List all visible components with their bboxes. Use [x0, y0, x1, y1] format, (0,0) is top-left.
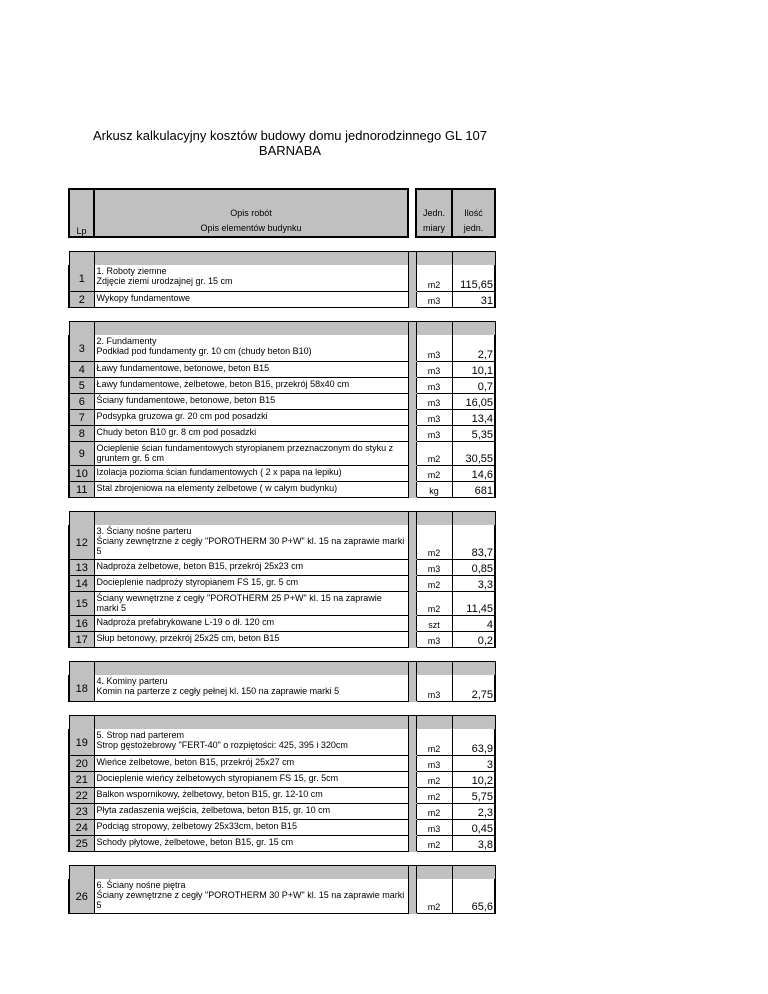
item-lp: 18	[69, 675, 94, 701]
section-spacer	[69, 237, 495, 251]
item-lp: 5	[69, 377, 94, 393]
header-description	[94, 189, 408, 237]
item-gap	[408, 575, 416, 591]
table-row	[69, 377, 495, 393]
table-row	[69, 803, 495, 819]
item-description: Komin na parterze z cegły pełnej kl. 150 na zaprawie marki 5	[96, 686, 340, 696]
header-lp: Lp	[69, 189, 94, 237]
document-title	[60, 128, 520, 158]
table-row	[69, 465, 495, 481]
item-unit: m2	[416, 729, 452, 755]
item-unit: m3	[416, 393, 452, 409]
header-unit-line2: miary	[423, 223, 445, 233]
item-gap	[408, 361, 416, 377]
item-quantity: 0,7	[452, 377, 495, 393]
item-description: Słup betonowy, przekrój 25x25 cm, beton B15	[96, 632, 280, 643]
section-label: 4. Kominy parteru	[96, 676, 168, 686]
section-spacer	[69, 701, 495, 715]
section-spacer	[69, 497, 495, 511]
item-lp: 12	[69, 525, 94, 559]
item-unit: m3	[416, 291, 452, 307]
item-gap	[408, 335, 416, 361]
item-unit: m2	[416, 465, 452, 481]
item-gap	[408, 481, 416, 497]
item-lp: 1	[69, 265, 94, 291]
item-unit: m3	[416, 559, 452, 575]
item-gap	[408, 787, 416, 803]
item-lp: 13	[69, 559, 94, 575]
item-description-cell	[94, 525, 408, 559]
table-row	[69, 631, 495, 647]
item-gap	[408, 559, 416, 575]
item-description-cell	[94, 481, 408, 497]
item-quantity: 4	[452, 615, 495, 631]
item-description: Ocieplenie ścian fundamentowych styropianem przeznaczonym do styku z gruntem gr. 5 cm	[96, 442, 394, 463]
item-quantity: 3	[452, 755, 495, 771]
item-description-cell	[94, 465, 408, 481]
item-gap	[408, 615, 416, 631]
document-title-line1: Arkusz kalkulacyjny kosztów budowy domu jednorodzinnego GL 107	[92, 128, 488, 143]
item-gap	[408, 591, 416, 615]
table-row	[69, 575, 495, 591]
table-row	[69, 879, 495, 913]
table-row	[69, 425, 495, 441]
item-unit: m3	[416, 409, 452, 425]
item-lp: 4	[69, 361, 94, 377]
item-description: Zdjęcie ziemi urodzajnej gr. 15 cm	[96, 276, 233, 286]
item-description: Izolacja pozioma ścian fundamentowych ( 2 x papa na lepiku)	[96, 466, 342, 477]
item-lp: 25	[69, 835, 94, 851]
section-label: 5. Strop nad parterem	[96, 730, 185, 740]
table-row	[69, 265, 495, 291]
item-unit: m3	[416, 631, 452, 647]
item-gap	[408, 441, 416, 465]
item-gap	[408, 729, 416, 755]
section-band	[69, 865, 495, 879]
item-description-cell	[94, 575, 408, 591]
item-gap	[408, 755, 416, 771]
item-description-cell	[94, 631, 408, 647]
item-description: Ściany zewnętrzne z cegły "POROTHERM 30 P+W" kl. 15 na zaprawie marki 5	[96, 536, 405, 556]
table-row	[69, 819, 495, 835]
item-description: Strop gęstożebrowy "FERT-40" o rozpiętości: 425, 395 i 320cm	[96, 740, 348, 750]
section-band	[69, 251, 495, 265]
item-description-cell	[94, 291, 408, 307]
item-unit: m3	[416, 819, 452, 835]
item-lp: 6	[69, 393, 94, 409]
table-row	[69, 481, 495, 497]
item-unit: m2	[416, 803, 452, 819]
item-description-cell	[94, 771, 408, 787]
item-description-cell	[94, 675, 408, 701]
item-lp: 8	[69, 425, 94, 441]
table-row	[69, 393, 495, 409]
item-description: Ściany wewnętrzne z cegły "POROTHERM 25 P+W" kl. 15 na zaprawie marki 5	[96, 592, 382, 613]
item-lp: 22	[69, 787, 94, 803]
item-description: Podkład pod fundamenty gr. 10 cm (chudy beton B10)	[96, 346, 312, 356]
item-unit: m2	[416, 441, 452, 465]
item-quantity: 83,7	[452, 525, 495, 559]
item-gap	[408, 675, 416, 701]
item-unit: m2	[416, 835, 452, 851]
item-quantity: 0,45	[452, 819, 495, 835]
item-description: Podsypka gruzowa gr. 20 cm pod posadzki	[96, 410, 268, 421]
item-gap	[408, 879, 416, 913]
section-label: 6. Ściany nośne piętra	[96, 880, 186, 890]
item-lp: 14	[69, 575, 94, 591]
item-description-cell	[94, 393, 408, 409]
item-description: Docieplenie nadproży styropianem FS 15, gr. 5 cm	[96, 576, 299, 587]
item-description: Ławy fundamentowe, betonowe, beton B15	[96, 362, 270, 373]
table-row	[69, 771, 495, 787]
item-quantity: 3,3	[452, 575, 495, 591]
item-gap	[408, 465, 416, 481]
item-lp: 7	[69, 409, 94, 425]
item-description-cell	[94, 803, 408, 819]
item-description: Płyta zadaszenia wejścia, żelbetowa, beton B15, gr. 10 cm	[96, 804, 331, 815]
item-quantity: 5,35	[452, 425, 495, 441]
item-gap	[408, 393, 416, 409]
item-gap	[408, 525, 416, 559]
item-quantity: 2,7	[452, 335, 495, 361]
item-description: Chudy beton B10 gr. 8 cm pod posadzki	[96, 426, 257, 437]
item-unit: m2	[416, 787, 452, 803]
item-description-cell	[94, 615, 408, 631]
item-quantity: 5,75	[452, 787, 495, 803]
item-quantity: 13,4	[452, 409, 495, 425]
item-unit: m2	[416, 879, 452, 913]
item-lp: 19	[69, 729, 94, 755]
item-unit: m2	[416, 771, 452, 787]
table-row	[69, 441, 495, 465]
item-description: Wykopy fundamentowe	[96, 292, 190, 303]
item-description: Schody płytowe, żelbetowe, beton B15, gr. 15 cm	[96, 836, 294, 847]
item-quantity: 0,85	[452, 559, 495, 575]
cost-table	[68, 188, 496, 914]
item-quantity: 2,75	[452, 675, 495, 701]
item-quantity: 16,05	[452, 393, 495, 409]
item-description-cell	[94, 591, 408, 615]
item-description-cell	[94, 409, 408, 425]
table-row	[69, 335, 495, 361]
table-row	[69, 755, 495, 771]
item-gap	[408, 377, 416, 393]
item-description: Ściany zewnętrzne z cegły "POROTHERM 30 P+W" kl. 15 na zaprawie marki 5	[96, 890, 405, 910]
item-gap	[408, 803, 416, 819]
item-lp: 2	[69, 291, 94, 307]
item-unit: m3	[416, 675, 452, 701]
item-quantity: 10,2	[452, 771, 495, 787]
table-row	[69, 291, 495, 307]
item-description-cell	[94, 377, 408, 393]
item-description-cell	[94, 335, 408, 361]
item-unit: m2	[416, 591, 452, 615]
item-description-cell	[94, 559, 408, 575]
item-gap	[408, 265, 416, 291]
item-description: Balkon wspornikowy, żelbetowy, beton B15, gr. 12-10 cm	[96, 788, 323, 799]
header-gap	[408, 189, 416, 237]
item-lp: 11	[69, 481, 94, 497]
item-lp: 9	[69, 441, 94, 465]
item-quantity: 2,3	[452, 803, 495, 819]
document-title-line2: BARNABA	[258, 143, 322, 158]
item-lp: 17	[69, 631, 94, 647]
header-description-line2: Opis elementów budynku	[200, 223, 302, 233]
item-lp: 21	[69, 771, 94, 787]
item-lp: 16	[69, 615, 94, 631]
table-row	[69, 559, 495, 575]
item-quantity: 63,9	[452, 729, 495, 755]
section-band	[69, 715, 495, 729]
table-row	[69, 675, 495, 701]
table-header	[69, 189, 495, 237]
item-lp: 24	[69, 819, 94, 835]
table-row	[69, 615, 495, 631]
item-description: Stal zbrojeniowa na elementy żelbetowe ( w całym budynku)	[96, 482, 338, 493]
header-description-line1: Opis robót	[230, 208, 272, 218]
item-description-cell	[94, 441, 408, 465]
item-gap	[408, 631, 416, 647]
section-band	[69, 511, 495, 525]
item-unit: m3	[416, 335, 452, 361]
item-description: Ławy fundamentowe, żelbetowe, beton B15, przekrój 58x40 cm	[96, 378, 350, 389]
table-row	[69, 525, 495, 559]
item-gap	[408, 425, 416, 441]
item-description-cell	[94, 879, 408, 913]
header-unit	[416, 189, 452, 237]
item-lp: 3	[69, 335, 94, 361]
item-description: Wieńce żelbetowe, beton B15, przekrój 25x27 cm	[96, 756, 295, 767]
item-quantity: 0,2	[452, 631, 495, 647]
item-description: Nadproża prefabrykowane L-19 o dł. 120 cm	[96, 616, 275, 627]
item-quantity: 11,45	[452, 591, 495, 615]
table-row	[69, 729, 495, 755]
item-quantity: 115,65	[452, 265, 495, 291]
item-gap	[408, 409, 416, 425]
item-quantity: 3,8	[452, 835, 495, 851]
item-unit: m3	[416, 361, 452, 377]
table-row	[69, 787, 495, 803]
item-description-cell	[94, 787, 408, 803]
item-unit: kg	[416, 481, 452, 497]
table-row	[69, 591, 495, 615]
section-label: 2. Fundamenty	[96, 336, 157, 346]
item-quantity: 681	[452, 481, 495, 497]
table-row	[69, 361, 495, 377]
table-row	[69, 835, 495, 851]
header-quantity-line1: Ilość	[464, 208, 483, 218]
section-spacer	[69, 647, 495, 661]
item-gap	[408, 771, 416, 787]
item-lp: 15	[69, 591, 94, 615]
item-description-cell	[94, 361, 408, 377]
item-quantity: 30,55	[452, 441, 495, 465]
section-label: 1. Roboty ziemne	[96, 266, 167, 276]
item-description: Ściany fundamentowe, betonowe, beton B15	[96, 394, 276, 405]
item-description-cell	[94, 425, 408, 441]
item-unit: m3	[416, 755, 452, 771]
item-quantity: 14,6	[452, 465, 495, 481]
header-quantity-line2: jedn.	[463, 223, 484, 233]
item-description-cell	[94, 755, 408, 771]
item-lp: 26	[69, 879, 94, 913]
item-gap	[408, 835, 416, 851]
item-description: Podciąg stropowy, żelbetowy 25x33cm, beton B15	[96, 820, 297, 831]
item-gap	[408, 819, 416, 835]
item-lp: 10	[69, 465, 94, 481]
item-unit: szt	[416, 615, 452, 631]
item-description-cell	[94, 819, 408, 835]
header-unit-line1: Jedn.	[422, 208, 446, 218]
item-quantity: 10,1	[452, 361, 495, 377]
item-unit: m2	[416, 265, 452, 291]
section-band	[69, 661, 495, 675]
section-band	[69, 321, 495, 335]
item-gap	[408, 291, 416, 307]
item-lp: 20	[69, 755, 94, 771]
item-description-cell	[94, 835, 408, 851]
item-lp: 23	[69, 803, 94, 819]
section-label: 3. Ściany nośne parteru	[96, 526, 192, 536]
item-unit: m2	[416, 525, 452, 559]
header-quantity	[452, 189, 495, 237]
section-spacer	[69, 307, 495, 321]
item-description: Docieplenie wieńcy żelbetowych styropianem FS 15, gr. 5cm	[96, 772, 339, 783]
item-description: Nadproża żelbetowe, beton B15, przekrój 25x23 cm	[96, 560, 304, 571]
table-row	[69, 409, 495, 425]
item-quantity: 31	[452, 291, 495, 307]
item-unit: m3	[416, 425, 452, 441]
item-description-cell	[94, 265, 408, 291]
item-quantity: 65,6	[452, 879, 495, 913]
item-unit: m2	[416, 575, 452, 591]
item-description-cell	[94, 729, 408, 755]
item-unit: m3	[416, 377, 452, 393]
section-spacer	[69, 851, 495, 865]
